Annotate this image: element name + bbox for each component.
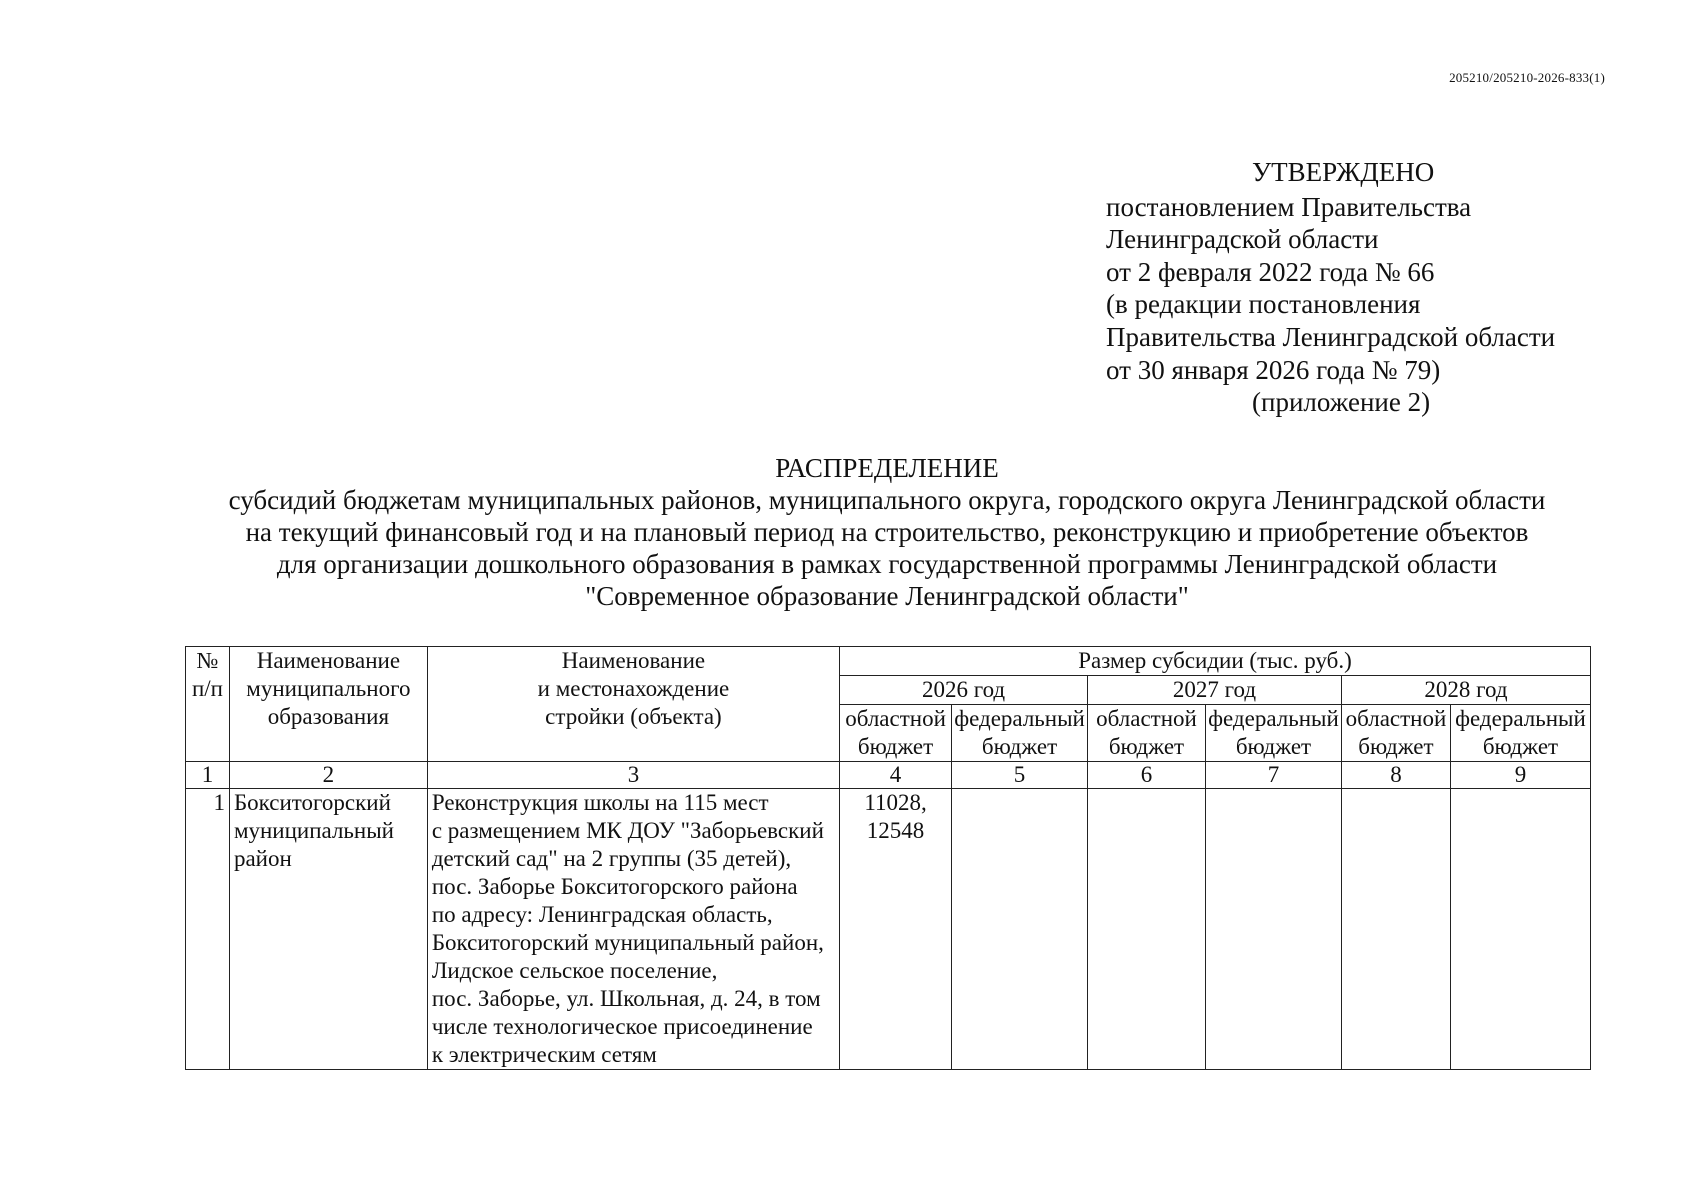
column-number: 8 [1341, 762, 1450, 789]
header-regional-budget: областной бюджет [840, 705, 952, 762]
heading-line: на текущий финансовый год и на плановый период на строительство, реконструкцию и приобретение объектов [245, 517, 1529, 547]
header-federal-budget: федеральный бюджет [1450, 705, 1590, 762]
row-regional-2026: 11028, 12548 [840, 789, 952, 1070]
heading-line: для организации дошкольного образования в рамках государственной программы Ленинградской области [276, 549, 1498, 579]
header-year-2028: 2028 год [1341, 676, 1590, 705]
heading-line: "Современное образование Ленинградской области" [585, 581, 1189, 611]
approval-appendix: (приложение 2) [1252, 387, 1431, 418]
header-year-2027: 2027 год [1088, 676, 1342, 705]
approval-line: от 30 января 2026 года № 79) [1106, 354, 1441, 385]
approval-line: Правительства Ленинградской области [1106, 321, 1556, 352]
column-number: 2 [229, 762, 427, 789]
row-object: Реконструкция школы на 115 мест с размещением МК ДОУ "Заборьевский детский сад" на 2 группы (35 детей), пос. Заборье Бокситогорского района по адресу: Ленинградская область, Бокситогорский муниципальный район, Лидское сельское поселение, пос. Заборье, ул. Школьная, д. 24, в том числе технологическое присоединение к электрическим сетям [427, 789, 839, 1070]
header-year-2026: 2026 год [840, 676, 1088, 705]
header-object: Наименование и местонахождение стройки (объекта) [427, 647, 839, 762]
column-number: 4 [840, 762, 952, 789]
document-id: 205210/205210-2026-833(1) [1449, 70, 1605, 85]
header-federal-budget: федеральный бюджет [1205, 705, 1341, 762]
row-regional-2028 [1341, 789, 1450, 1070]
column-number: 3 [427, 762, 839, 789]
approval-line: Ленинградской области [1106, 224, 1379, 255]
column-number: 9 [1450, 762, 1590, 789]
column-number: 6 [1088, 762, 1206, 789]
subsidy-distribution-table [185, 646, 1591, 1070]
header-federal-budget: федеральный бюджет [952, 705, 1088, 762]
approval-title: УТВЕРЖДЕНО [1252, 157, 1435, 187]
row-municipality: Бокситогорский муниципальный район [229, 789, 427, 1070]
approval-line: (в редакции постановления [1106, 289, 1421, 320]
header-subsidy: Размер субсидии (тыс. руб.) [840, 647, 1591, 676]
document-heading [0, 452, 1697, 612]
document-title: РАСПРЕДЕЛЕНИЕ [775, 453, 999, 483]
header-municipality: Наименование муниципального образования [229, 647, 427, 762]
column-number: 7 [1205, 762, 1341, 789]
approval-block [1106, 156, 1576, 419]
column-number-row [186, 762, 1591, 789]
row-federal-2026 [952, 789, 1088, 1070]
row-federal-2027 [1205, 789, 1341, 1070]
row-regional-2027 [1088, 789, 1206, 1070]
row-federal-2028 [1450, 789, 1590, 1070]
row-number: 1 [186, 789, 230, 1070]
table-row [186, 789, 1591, 1070]
column-number: 1 [186, 762, 230, 789]
header-regional-budget: областной бюджет [1088, 705, 1206, 762]
column-number: 5 [952, 762, 1088, 789]
header-num: № п/п [186, 647, 230, 762]
header-regional-budget: областной бюджет [1341, 705, 1450, 762]
approval-line: от 2 февраля 2022 года № 66 [1106, 256, 1435, 287]
heading-line: субсидий бюджетам муниципальных районов, муниципального округа, городского округа Ленинградской области [228, 485, 1546, 515]
approval-line: постановлением Правительства [1106, 191, 1472, 222]
